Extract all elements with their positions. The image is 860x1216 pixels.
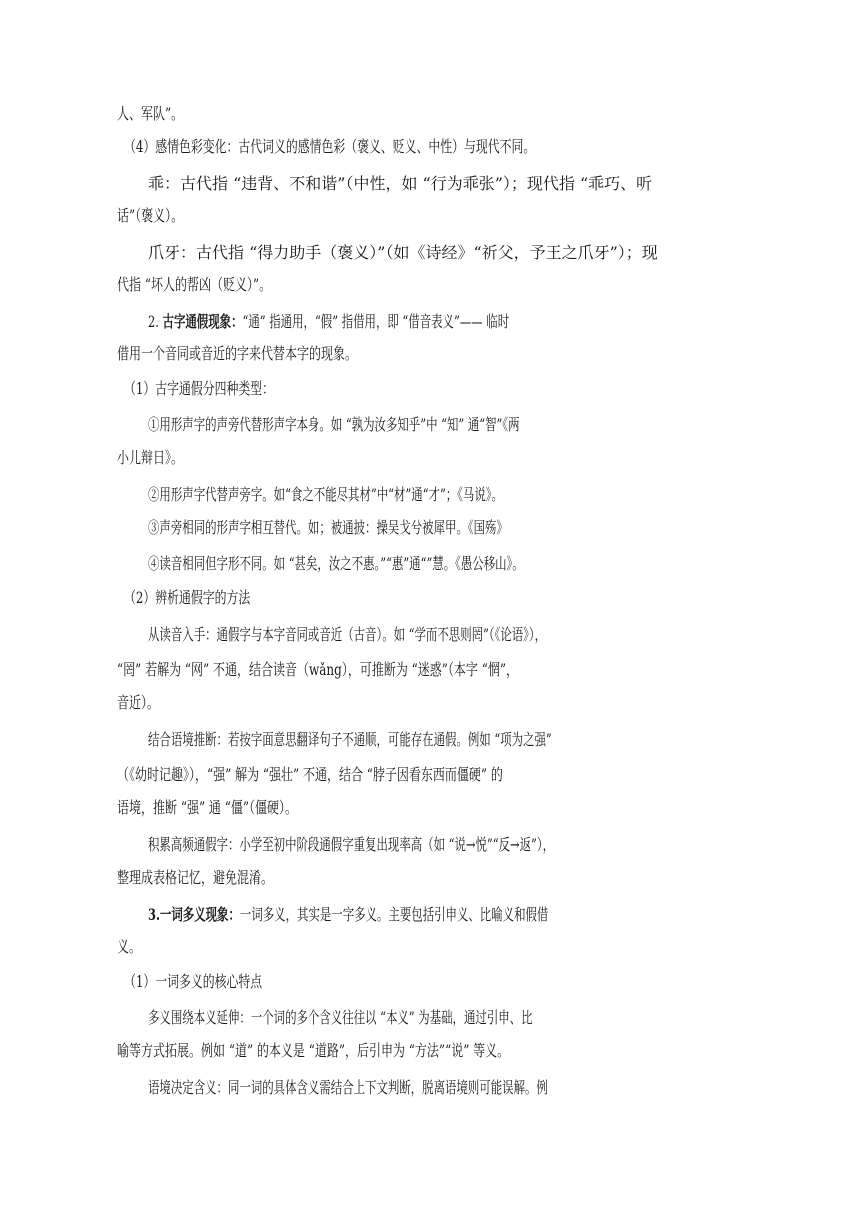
text-line: 人、军队”。 — [117, 104, 184, 123]
subheading-sentiment-change: （4）感情色彩变化：古代词义的感情色彩（褒义、贬义、中性）与现代不同。 — [124, 137, 536, 156]
subheading-core-features: （1）一词多义的核心特点 — [124, 972, 263, 991]
subheading-methods: （2）辨析通假字的方法 — [124, 588, 251, 607]
section-intro: 一词多义，其实是一字多义。主要包括引申义、比喻义和假借 — [239, 905, 549, 924]
subheading-four-types: （1）古字通假分四种类型： — [124, 379, 275, 398]
text-line: “罔” 若解为 “网” 不通，结合读音（wǎng），可推断为 “迷惑”（本字 “惘”， — [117, 660, 518, 679]
list-item: ②用形声字代替声旁字。如“食之不能尽其材”中“材”通“才”；《马说》。 — [148, 485, 503, 504]
section-number: 2. — [148, 312, 159, 331]
text-line: 话”（褒义）。 — [117, 206, 184, 225]
text-line: 小儿辩日》。 — [117, 448, 184, 467]
text-line: 代指 “坏人的帮凶（贬义）”。 — [117, 275, 272, 294]
text-line: 乖：古代指 “违背、不和谐”（中性，如 “行为乖张”）；现代指 “乖巧、听 — [148, 174, 653, 193]
section-intro: “通” 指通用，“假” 指借用，即 “借音表义”—— 临时 — [242, 312, 510, 331]
text-line: 义。 — [117, 937, 142, 956]
section-heading-polysemy — [148, 904, 762, 926]
text-line: （《幼时记趣》），“强” 解为 “强壮” 不通，结合 “脖子因看东西而僵硬” 的 — [117, 765, 503, 784]
list-item: ④读音相同但字形不同。如 “甚矣，汝之不惠。”“惠”通“”慧。《愚公移山》。 — [148, 554, 524, 573]
text-line: 从读音入手：通假字与本字音同或音近（古音）。如 “学而不思则罔”（《论语》）， — [148, 625, 547, 644]
text-line: 结合语境推断：若按字面意思翻译句子不通顺，可能存在通假。例如 “项为之强” — [148, 730, 552, 749]
list-item: ①用形声字的声旁代替形声字本身。如 “孰为汝多知乎”中 “知” 通“智”《两 — [148, 415, 520, 434]
section-number: 3. — [148, 905, 160, 924]
text-line: 整理成表格记忆，避免混淆。 — [117, 868, 274, 887]
text-line: 语境，推断 “强” 通 “僵”（僵硬）。 — [117, 798, 297, 817]
section-title: 古字通假现象： — [162, 312, 243, 331]
list-item: ③声旁相同的形声字相互替代。如；被通披：操吴戈兮被犀甲。《国殇》 — [148, 518, 508, 537]
text-line: 语境决定含义：同一词的具体含义需结合上下文判断，脱离语境则可能误解。例 — [148, 1078, 548, 1097]
section-title: 一词多义现象： — [159, 905, 240, 924]
text-line: 多义围绕本义延伸：一个词的多个含义往往以 “本义” 为基础，通过引申、比 — [148, 1008, 533, 1027]
text-line: 音近）。 — [117, 693, 160, 712]
text-line: 积累高频通假字：小学至初中阶段通假字重复出现率高（如 “说→悦”“反→返”）， — [148, 835, 554, 854]
text-line: 爪牙：古代指 “得力助手（褒义）”（如《诗经》“祈父，予王之爪牙”）；现 — [148, 243, 658, 262]
text-line: 借用一个音同或音近的字来代替本字的现象。 — [117, 344, 358, 363]
text-line: 喻等方式拓展。例如 “道” 的本义是 “道路”，后引申为 “方法”“说” 等义。 — [117, 1041, 510, 1060]
section-heading-tongjia — [148, 311, 762, 333]
